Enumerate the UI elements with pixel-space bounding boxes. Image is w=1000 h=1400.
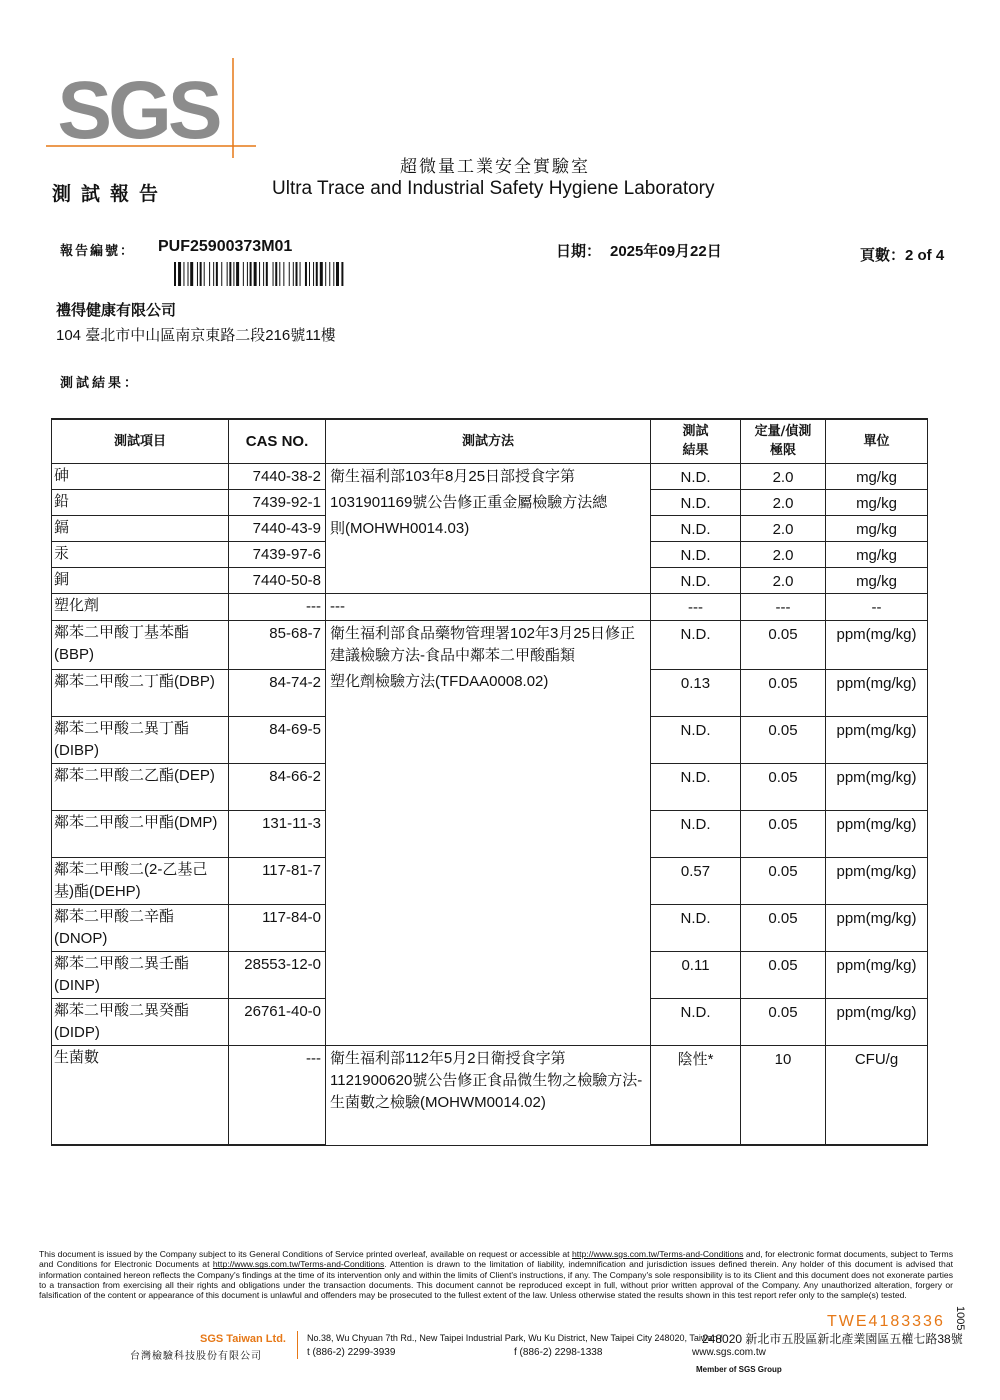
- unit-cell: ppm(mg/kg): [826, 810, 928, 857]
- barcode-bar: [259, 262, 260, 286]
- header-result-line1: 測試: [682, 424, 709, 440]
- method-cell: [326, 904, 651, 951]
- unit-cell: CFU/g: [826, 1045, 928, 1145]
- table-row: [52, 621, 928, 670]
- method-cell: [326, 951, 651, 998]
- footer-disclaimer: [39, 1249, 953, 1300]
- barcode-bar: [279, 262, 280, 286]
- header-cas: CAS NO.: [229, 419, 326, 463]
- unit-cell: ppm(mg/kg): [826, 904, 928, 951]
- result-cell: N.D.: [651, 542, 741, 568]
- table-row: [52, 998, 928, 1045]
- item-cell: 銅: [52, 568, 229, 594]
- unit-cell: ppm(mg/kg): [826, 998, 928, 1045]
- method-cell: [326, 763, 651, 810]
- method-cell: 衛生福利部食品藥物管理署102年3月25日修正建議檢驗方法-食品中鄰苯二甲酸酯類: [326, 621, 651, 670]
- barcode-bar: [197, 262, 198, 286]
- results-label: 測試結果：: [60, 376, 141, 391]
- cas-cell: 7440-50-8: [229, 568, 326, 594]
- client-company: 禮得健康有限公司: [56, 302, 177, 319]
- result-cell: N.D.: [651, 463, 741, 490]
- barcode-bar: [216, 262, 218, 286]
- barcode-bar: [188, 262, 189, 286]
- telephone: t (886-2) 2299-3939: [307, 1347, 396, 1358]
- item-cell: 汞: [52, 542, 229, 568]
- limit-cell: 0.05: [741, 857, 826, 904]
- table-row: [52, 516, 928, 542]
- header-limit-line1: 定量/偵測: [754, 424, 812, 440]
- unit-cell: mg/kg: [826, 516, 928, 542]
- header-item: 測試項目: [52, 419, 229, 463]
- result-cell: 0.57: [651, 857, 741, 904]
- unit-cell: ppm(mg/kg): [826, 857, 928, 904]
- cas-cell: 84-74-2: [229, 669, 326, 716]
- company-name-zh: 台灣檢驗科技股份有限公司: [130, 1351, 262, 1362]
- barcode-bar: [296, 262, 298, 286]
- method-cell: [326, 542, 651, 568]
- header-result: [651, 419, 741, 463]
- method-cell: [326, 857, 651, 904]
- item-cell: 鄰苯二甲酸二甲酯(DMP): [52, 810, 229, 857]
- item-cell: 鄰苯二甲酸二異丁酯(DIBP): [52, 716, 229, 763]
- header-method: 測試方法: [326, 419, 651, 463]
- barcode-bar: [236, 262, 239, 286]
- disclaimer-part-2: and, for electronic format documents, subject to Terms and Conditions for Electronic Documents at: [39, 1249, 953, 1270]
- cas-cell: 7439-97-6: [229, 542, 326, 568]
- fax: f (886-2) 2298-1338: [514, 1347, 603, 1358]
- address-en: No.38, Wu Chyuan 7th Rd., New Taipei Industrial Park, Wu Ku District, New Taipei City 248020, Taiwan /: [307, 1333, 723, 1343]
- cas-cell: 117-81-7: [229, 857, 326, 904]
- cas-cell: 84-66-2: [229, 763, 326, 810]
- cas-cell: 26761-40-0: [229, 998, 326, 1045]
- member-of-sgs: Member of SGS Group: [696, 1365, 782, 1374]
- barcode: [174, 262, 490, 286]
- result-cell: N.D.: [651, 904, 741, 951]
- barcode-bar: [300, 262, 301, 286]
- table-row: [52, 716, 928, 763]
- limit-cell: 0.05: [741, 763, 826, 810]
- disclaimer-part-3: . Attention is drawn to the limitation of liability, indemnification and jurisdiction issues defined therein. Any holder of this document is advised that information contained hereon reflects the Company's findings at the time of its intervention only and within the limits of Client's instructions, if any. The Company's sole responsibility is to its Client and this document does not exonerate parties to a transaction from exercising all their rights and obligations under the transaction documents. This document cannot be reproduced except in full, without prior written approval of the Company. Any unauthorized alteration, forgery or falsification of the content or appearance of this document is unlawful and offenders may be prosecuted to the fullest extent of the law. Unless otherwise stated the results shown in this test report refer only to the sample(s) tested.: [39, 1259, 953, 1301]
- limit-cell: 2.0: [741, 490, 826, 516]
- item-cell: 塑化劑: [52, 594, 229, 621]
- method-cell: 衛生福利部103年8月25日部授食字第: [326, 463, 651, 490]
- cas-cell: 84-69-5: [229, 716, 326, 763]
- method-cell: 1031901169號公告修正重金屬檢驗方法總: [326, 490, 651, 516]
- barcode-bar: [183, 262, 184, 286]
- company-name-en: SGS Taiwan Ltd.: [200, 1333, 286, 1345]
- barcode-bar: [178, 262, 181, 286]
- limit-cell: 0.05: [741, 810, 826, 857]
- barcode-bar: [275, 262, 277, 286]
- result-cell: N.D.: [651, 716, 741, 763]
- unit-cell: mg/kg: [826, 463, 928, 490]
- unit-cell: ppm(mg/kg): [826, 763, 928, 810]
- barcode-bar: [289, 262, 290, 286]
- side-code: 1005: [954, 1306, 966, 1331]
- lab-name-en: Ultra Trace and Industrial Safety Hygiene Laboratory: [272, 178, 715, 199]
- table-row: [52, 763, 928, 810]
- table-row: [52, 463, 928, 490]
- item-cell: 鉛: [52, 490, 229, 516]
- result-cell: 0.11: [651, 951, 741, 998]
- table-row: [52, 542, 928, 568]
- barcode-bar: [309, 262, 310, 286]
- item-cell: 鄰苯二甲酸丁基苯酯(BBP): [52, 621, 229, 670]
- barcode-bar: [247, 262, 248, 286]
- cas-cell: 85-68-7: [229, 621, 326, 670]
- disclaimer-part-1: This document is issued by the Company subject to its General Conditions of Service printed overleaf, available on request or accessible at: [39, 1249, 570, 1259]
- item-cell: 鄰苯二甲酸二異癸酯(DIDP): [52, 998, 229, 1045]
- barcode-bar: [213, 262, 214, 286]
- result-cell: N.D.: [651, 490, 741, 516]
- results-table: [51, 418, 928, 1146]
- terms-link[interactable]: http://www.sgs.com.tw/Terms-and-Conditions: [571, 1249, 744, 1259]
- lab-name-zh: 超微量工業安全實驗室: [400, 157, 590, 177]
- electronic-terms-link[interactable]: http://www.sgs.com.tw/Terms-and-Conditions: [212, 1259, 385, 1270]
- item-cell: 砷: [52, 463, 229, 490]
- sgs-logo: [38, 58, 260, 158]
- method-cell: [326, 716, 651, 763]
- unit-cell: ppm(mg/kg): [826, 669, 928, 716]
- result-cell: ---: [651, 594, 741, 621]
- header-result-line2: 結果: [682, 443, 709, 459]
- unit-cell: ppm(mg/kg): [826, 621, 928, 670]
- result-cell: 陰性*: [651, 1045, 741, 1145]
- client-address: 104 臺北市中山區南京東路二段216號11樓: [56, 327, 336, 344]
- limit-cell: 2.0: [741, 463, 826, 490]
- barcode-bar: [305, 262, 307, 286]
- barcode-bar: [254, 262, 257, 286]
- table-row: [52, 669, 928, 716]
- document-code: TWE4183336: [827, 1313, 945, 1330]
- result-cell: N.D.: [651, 810, 741, 857]
- cas-cell: ---: [229, 1045, 326, 1145]
- limit-cell: 0.05: [741, 998, 826, 1045]
- report-title: 測試報告: [52, 183, 169, 205]
- header-limit: [741, 419, 826, 463]
- barcode-bar: [293, 262, 294, 286]
- report-date: 2025年09月22日: [610, 243, 722, 260]
- limit-cell: 0.05: [741, 669, 826, 716]
- barcode-bar: [221, 262, 222, 286]
- table-row: [52, 904, 928, 951]
- unit-cell: ppm(mg/kg): [826, 716, 928, 763]
- result-cell: 0.13: [651, 669, 741, 716]
- method-cell: 則(MOHWH0014.03): [326, 516, 651, 542]
- method-cell: [326, 568, 651, 594]
- header-limit-line2: 極限: [769, 443, 796, 459]
- limit-cell: 0.05: [741, 904, 826, 951]
- item-cell: 鄰苯二甲酸二乙酯(DEP): [52, 763, 229, 810]
- barcode-bar: [190, 262, 193, 286]
- limit-cell: 0.05: [741, 621, 826, 670]
- unit-cell: mg/kg: [826, 490, 928, 516]
- item-cell: 鄰苯二甲酸二辛酯(DNOP): [52, 904, 229, 951]
- barcode-bar: [227, 262, 228, 286]
- website[interactable]: www.sgs.com.tw: [692, 1347, 766, 1358]
- item-cell: 鎘: [52, 516, 229, 542]
- cas-cell: 7440-43-9: [229, 516, 326, 542]
- page-count: 頁數：2 of 4: [860, 247, 945, 264]
- svg-text:SGS: SGS: [57, 65, 219, 156]
- result-cell: N.D.: [651, 516, 741, 542]
- result-cell: N.D.: [651, 763, 741, 810]
- barcode-bar: [229, 262, 231, 286]
- method-cell: 塑化劑檢驗方法(TFDAA0008.02): [326, 669, 651, 716]
- cas-cell: ---: [229, 594, 326, 621]
- barcode-bar: [263, 262, 264, 286]
- barcode-bar: [336, 262, 339, 286]
- result-cell: N.D.: [651, 998, 741, 1045]
- table-row: [52, 857, 928, 904]
- barcode-bar: [233, 262, 234, 286]
- limit-cell: 2.0: [741, 542, 826, 568]
- barcode-bar: [243, 262, 244, 286]
- barcode-bar: [333, 262, 334, 286]
- limit-cell: 2.0: [741, 516, 826, 542]
- address-zh: 248020 新北市五股區新北產業園區五權七路38號: [702, 1332, 963, 1346]
- barcode-bar: [204, 262, 205, 286]
- barcode-bar: [313, 262, 314, 286]
- table-row: [52, 490, 928, 516]
- unit-cell: mg/kg: [826, 542, 928, 568]
- method-cell: [326, 998, 651, 1045]
- barcode-bar: [316, 262, 318, 286]
- cas-cell: 117-84-0: [229, 904, 326, 951]
- table-row: [52, 810, 928, 857]
- report-number: PUF25900373M01: [158, 238, 293, 255]
- result-cell: N.D.: [651, 568, 741, 594]
- header-unit: 單位: [826, 419, 928, 463]
- method-cell: [326, 810, 651, 857]
- table-row: [52, 568, 928, 594]
- barcode-bar: [174, 262, 176, 286]
- barcode-bar: [325, 262, 326, 286]
- limit-cell: 0.05: [741, 716, 826, 763]
- cas-cell: 7440-38-2: [229, 463, 326, 490]
- item-cell: 生菌數: [52, 1045, 229, 1145]
- barcode-bar: [329, 262, 330, 286]
- barcode-bar: [283, 262, 284, 286]
- barcode-bar: [273, 262, 274, 286]
- result-cell: N.D.: [651, 621, 741, 670]
- barcode-bar: [209, 262, 210, 286]
- barcode-bar: [341, 262, 343, 286]
- barcode-bar: [250, 262, 252, 286]
- limit-cell: 10: [741, 1045, 826, 1145]
- item-cell: 鄰苯二甲酸二丁酯(DBP): [52, 669, 229, 716]
- cas-cell: 131-11-3: [229, 810, 326, 857]
- limit-cell: ---: [741, 594, 826, 621]
- unit-cell: ppm(mg/kg): [826, 951, 928, 998]
- date-label: 日期：: [556, 243, 602, 260]
- report-number-label: 報告編號：: [60, 244, 136, 259]
- barcode-bar: [200, 262, 202, 286]
- table-row: [52, 1045, 928, 1145]
- barcode-bar: [266, 262, 268, 286]
- table-row: [52, 594, 928, 621]
- method-cell: 衛生福利部112年5月2日衛授食字第1121900620號公告修正食品微生物之檢驗方法-生菌數之檢驗(MOHWM0014.02): [326, 1045, 651, 1145]
- footer-divider: [297, 1331, 298, 1359]
- limit-cell: 0.05: [741, 951, 826, 998]
- limit-cell: 2.0: [741, 568, 826, 594]
- item-cell: 鄰苯二甲酸二(2-乙基己基)酯(DEHP): [52, 857, 229, 904]
- cas-cell: 7439-92-1: [229, 490, 326, 516]
- table-row: [52, 951, 928, 998]
- method-cell: ---: [326, 594, 651, 621]
- unit-cell: mg/kg: [826, 568, 928, 594]
- unit-cell: --: [826, 594, 928, 621]
- cas-cell: 28553-12-0: [229, 951, 326, 998]
- barcode-bar: [320, 262, 323, 286]
- item-cell: 鄰苯二甲酸二異壬酯(DINP): [52, 951, 229, 998]
- table-header-row: [52, 419, 928, 463]
